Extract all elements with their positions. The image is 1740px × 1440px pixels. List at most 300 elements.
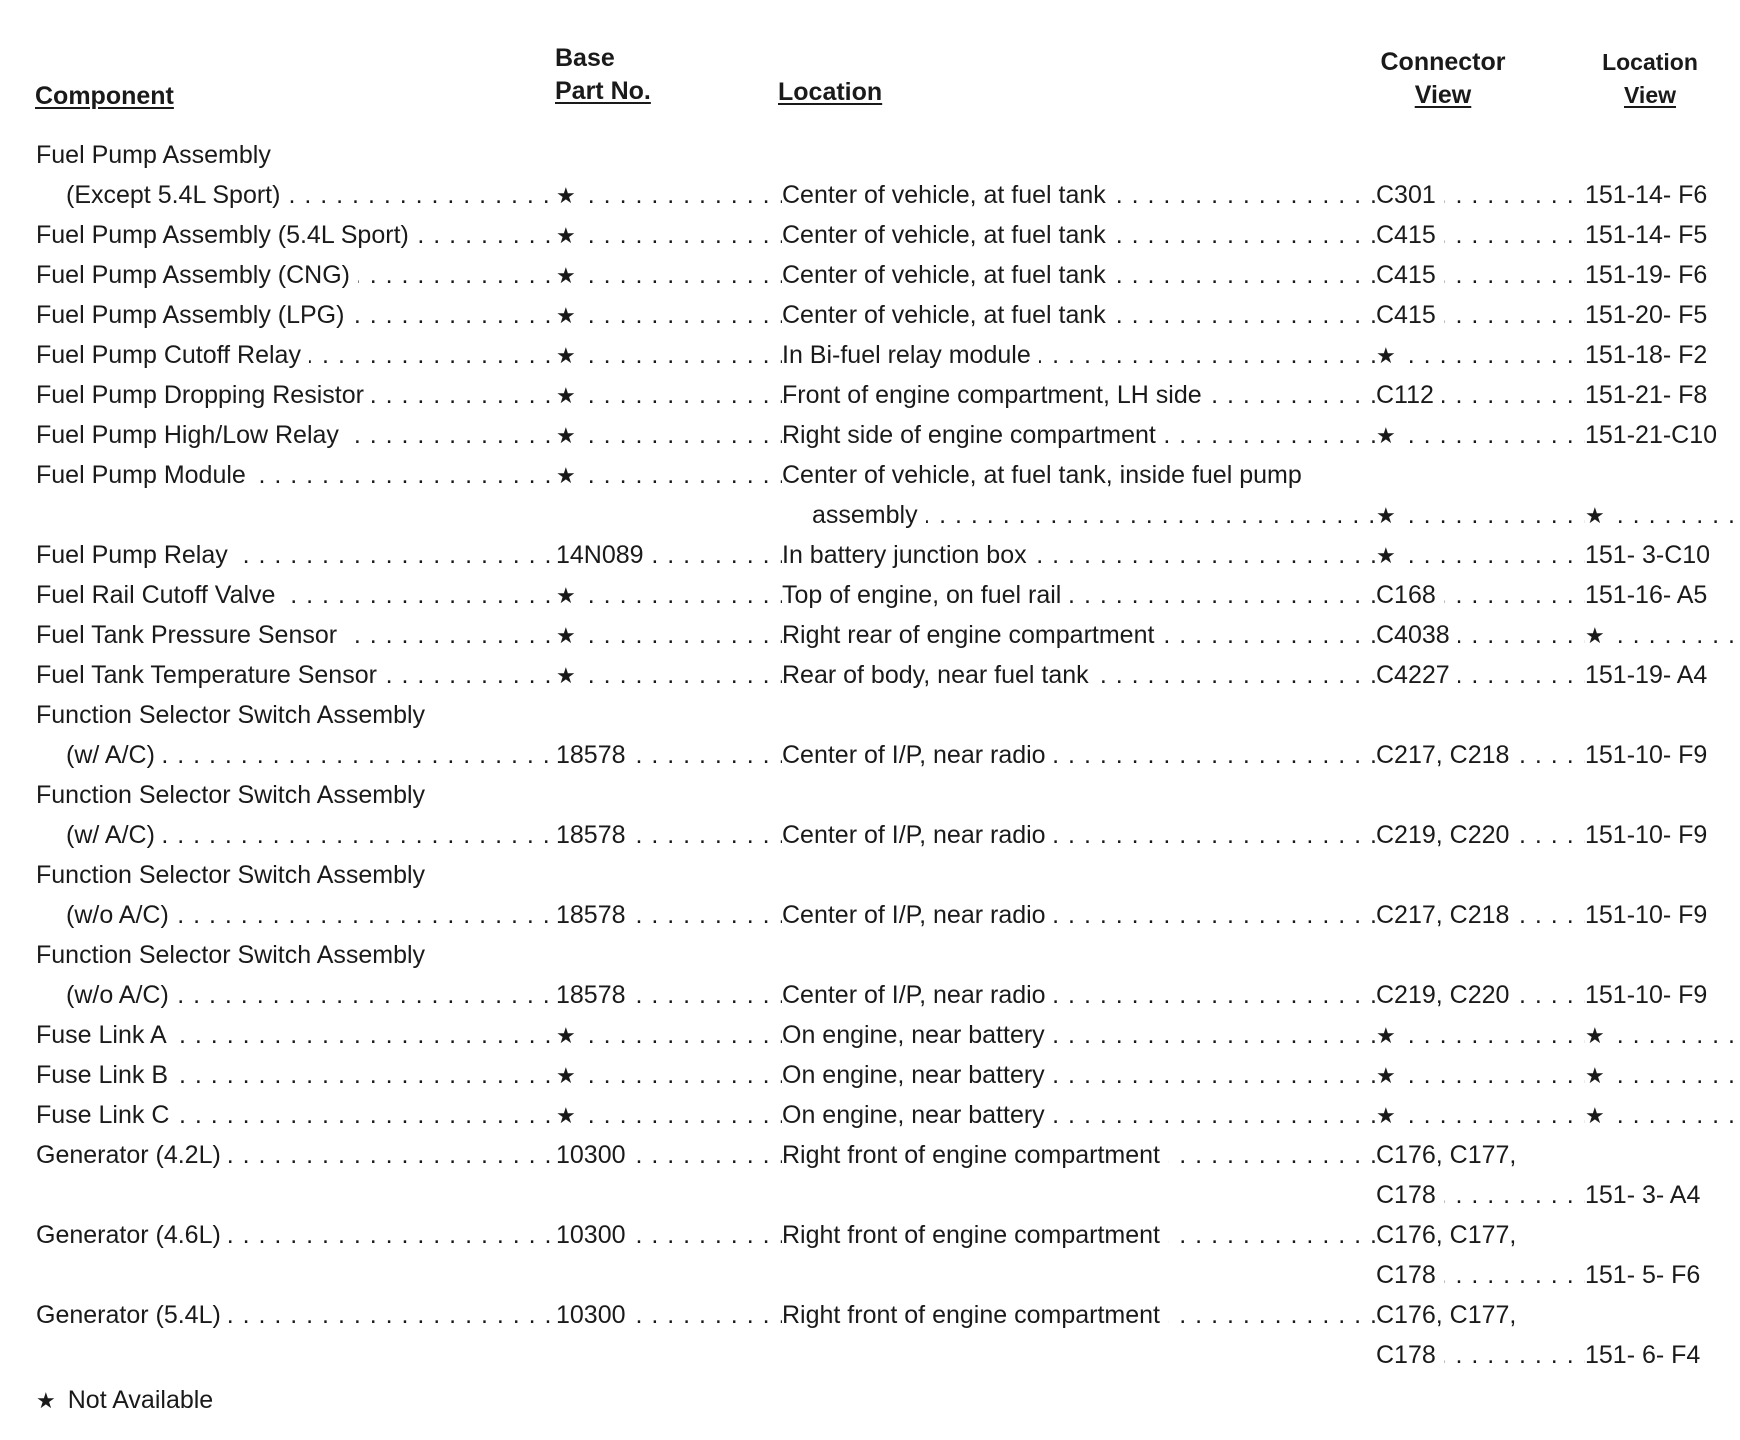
connector-view-cell	[1376, 775, 1586, 815]
header-connector-view	[1372, 46, 1514, 112]
component-cell-text: Fuel Pump High/Low Relay	[36, 421, 347, 449]
location-cell-text	[782, 1181, 790, 1209]
location-cell-text: Right front of engine compartment	[782, 1301, 1168, 1329]
part-number-cell-text	[556, 501, 564, 529]
part-number-cell-text	[556, 1181, 564, 1209]
location-cell-text: Right front of engine compartment	[782, 1221, 1168, 1249]
table-row	[0, 935, 1740, 975]
part-number-cell	[556, 1255, 776, 1295]
connector-view-cell	[1376, 855, 1586, 895]
component-cell-text: Fuel Pump Assembly (CNG)	[36, 261, 358, 289]
location-cell	[782, 1095, 1380, 1135]
part-number-cell-text: ★	[556, 383, 584, 408]
component-cell-text: (Except 5.4L Sport)	[66, 181, 288, 209]
location-cell	[782, 1215, 1380, 1255]
component-cell-text	[36, 501, 44, 529]
part-number-cell	[556, 1295, 784, 1335]
location-cell-text: Front of engine compartment, LH side	[782, 381, 1210, 409]
location-cell	[782, 1335, 1372, 1375]
component-cell	[36, 1255, 544, 1295]
location-view-cell	[1585, 935, 1733, 975]
location-view-cell-text: 151-10- F9	[1585, 901, 1708, 929]
location-view-cell	[1585, 1095, 1733, 1135]
location-cell	[782, 1175, 1372, 1215]
location-view-cell-text: ★	[1585, 623, 1613, 648]
connector-view-cell	[1376, 175, 1594, 215]
table-row	[0, 1135, 1740, 1175]
connector-view-cell-text: C178	[1376, 1341, 1444, 1369]
part-number-cell-text: 18578	[556, 821, 634, 849]
component-cell	[36, 935, 544, 975]
component-cell	[36, 1055, 552, 1095]
table-row	[0, 775, 1740, 815]
location-cell	[782, 655, 1380, 695]
connector-view-cell-text	[1376, 861, 1384, 889]
component-cell-text: (w/ A/C)	[66, 741, 163, 769]
connector-view-cell	[1376, 375, 1594, 415]
connector-view-cell-text: C415	[1376, 301, 1444, 329]
location-cell-text	[782, 781, 790, 809]
component-cell	[36, 1015, 552, 1055]
part-number-cell-text: 10300	[556, 1221, 634, 1249]
table-row	[0, 895, 1740, 935]
location-view-cell	[1585, 335, 1733, 375]
header-locview-line2: View	[1624, 82, 1676, 108]
connector-view-cell-text: ★	[1376, 423, 1404, 448]
part-number-cell-text	[556, 941, 564, 969]
connector-view-cell-text: C112	[1376, 381, 1442, 409]
component-cell-text: Fuse Link C	[36, 1101, 177, 1129]
table-row	[0, 615, 1740, 655]
table-row	[0, 535, 1740, 575]
component-cell-text: (w/o A/C)	[66, 901, 177, 929]
component-cell	[36, 455, 552, 495]
connector-view-cell-text: ★	[1376, 1063, 1404, 1088]
part-number-cell	[556, 655, 784, 695]
component-cell-text: Fuel Pump Cutoff Relay	[36, 341, 309, 369]
connector-view-cell	[1376, 655, 1594, 695]
location-view-cell	[1585, 495, 1733, 535]
table-row	[0, 495, 1740, 535]
location-view-cell	[1585, 575, 1733, 615]
location-cell-text: On engine, near battery	[782, 1101, 1053, 1129]
part-number-cell-text: ★	[556, 463, 584, 488]
part-number-cell	[556, 135, 776, 175]
location-cell-text: Right rear of engine compartment	[782, 621, 1162, 649]
component-cell	[36, 775, 544, 815]
location-view-cell-text: 151-10- F9	[1585, 741, 1708, 769]
part-number-cell	[556, 615, 784, 655]
connector-view-cell	[1376, 1175, 1594, 1215]
location-cell	[782, 1295, 1380, 1335]
component-cell-text: Function Selector Switch Assembly	[36, 941, 433, 969]
location-cell-text: Center of I/P, near radio	[782, 981, 1054, 1009]
table-row	[0, 135, 1740, 175]
location-view-cell-text: 151-14- F6	[1585, 181, 1708, 209]
location-view-cell-text: 151-19- F6	[1585, 261, 1708, 289]
location-view-cell	[1585, 1135, 1733, 1175]
connector-view-cell	[1376, 735, 1594, 775]
connector-view-cell-text	[1376, 461, 1384, 489]
part-number-cell	[556, 255, 784, 295]
location-cell-text	[782, 941, 790, 969]
table-row	[0, 695, 1740, 735]
location-view-cell-text: 151-10- F9	[1585, 981, 1708, 1009]
part-number-cell	[556, 575, 784, 615]
table-row	[0, 455, 1740, 495]
table-row	[0, 855, 1740, 895]
connector-view-cell	[1376, 1015, 1594, 1055]
star-icon: ★	[36, 1388, 56, 1413]
component-cell-text: Fuel Pump Relay	[36, 541, 236, 569]
table-row	[0, 1095, 1740, 1135]
part-number-cell	[556, 815, 784, 855]
table-row	[0, 735, 1740, 775]
location-view-cell-text: 151- 3-C10	[1585, 541, 1711, 569]
connector-view-cell-text: C178	[1376, 1181, 1444, 1209]
part-number-cell	[556, 975, 784, 1015]
table-row	[0, 1015, 1740, 1055]
connector-view-cell-text: C219, C220	[1376, 821, 1517, 849]
part-number-cell	[556, 175, 784, 215]
connector-view-cell-text: C415	[1376, 261, 1444, 289]
part-number-cell-text: ★	[556, 183, 584, 208]
component-cell	[36, 1135, 552, 1175]
connector-view-cell-text: C217, C218	[1376, 901, 1517, 929]
part-number-cell	[556, 775, 776, 815]
location-view-cell	[1585, 255, 1733, 295]
location-view-cell-text: 151- 6- F4	[1585, 1341, 1701, 1369]
part-number-cell-text	[556, 1261, 564, 1289]
location-cell	[782, 935, 1372, 975]
component-cell	[66, 815, 552, 855]
location-view-cell	[1585, 535, 1733, 575]
part-number-cell-text: ★	[556, 303, 584, 328]
table-row	[0, 1215, 1740, 1255]
component-cell	[36, 375, 552, 415]
location-cell	[782, 1255, 1372, 1295]
location-view-cell-text: ★	[1585, 1063, 1613, 1088]
location-cell-text: Center of I/P, near radio	[782, 901, 1054, 929]
location-cell	[782, 615, 1380, 655]
location-view-cell-text: 151- 3- A4	[1585, 1181, 1701, 1209]
location-cell	[782, 975, 1380, 1015]
part-number-cell	[556, 535, 784, 575]
location-cell-text: Center of I/P, near radio	[782, 821, 1054, 849]
location-view-cell	[1585, 895, 1733, 935]
connector-view-cell-text: C176, C177,	[1376, 1141, 1524, 1169]
part-number-cell-text: ★	[556, 223, 584, 248]
parts-table	[0, 135, 1740, 1375]
connector-view-cell	[1376, 335, 1594, 375]
connector-view-cell-text: C4227	[1376, 661, 1458, 689]
location-cell	[782, 1015, 1380, 1055]
component-cell-text: Generator (4.2L)	[36, 1141, 229, 1169]
footnote-text: Not Available	[67, 1386, 214, 1414]
part-number-cell	[556, 1215, 784, 1255]
part-number-cell	[556, 1135, 784, 1175]
part-number-cell-text	[556, 1341, 564, 1369]
component-cell	[36, 1295, 552, 1335]
location-view-cell	[1585, 215, 1733, 255]
connector-view-cell	[1376, 1135, 1586, 1175]
connector-view-cell-text: C178	[1376, 1261, 1444, 1289]
component-cell-text	[36, 1181, 44, 1209]
location-cell-text	[782, 1341, 790, 1369]
location-view-cell	[1585, 1175, 1733, 1215]
table-row	[0, 375, 1740, 415]
location-cell	[782, 455, 1372, 495]
component-cell-text: Fuel Rail Cutoff Valve	[36, 581, 283, 609]
connector-view-cell	[1376, 215, 1594, 255]
component-cell	[36, 695, 544, 735]
location-cell	[782, 295, 1380, 335]
location-cell	[782, 735, 1380, 775]
location-view-cell-text: 151-21-C10	[1585, 421, 1718, 449]
connector-view-cell	[1376, 935, 1586, 975]
connector-view-cell-text: ★	[1376, 543, 1404, 568]
part-number-cell	[556, 935, 776, 975]
location-cell-text: Rear of body, near fuel tank	[782, 661, 1097, 689]
connector-view-cell-text	[1376, 781, 1384, 809]
part-number-cell-text	[556, 781, 564, 809]
part-number-cell-text: ★	[556, 1063, 584, 1088]
connector-view-cell-text: C176, C177,	[1376, 1301, 1524, 1329]
location-cell-text	[782, 1261, 790, 1289]
part-number-cell-text: ★	[556, 663, 584, 688]
component-cell	[36, 855, 544, 895]
table-row	[0, 175, 1740, 215]
location-view-cell	[1585, 375, 1733, 415]
location-view-cell	[1585, 975, 1733, 1015]
component-cell	[36, 415, 552, 455]
component-cell-text: Generator (4.6L)	[36, 1221, 229, 1249]
table-row	[0, 415, 1740, 455]
location-cell	[782, 1135, 1380, 1175]
connector-view-cell	[1376, 1295, 1586, 1335]
connector-view-cell	[1376, 695, 1586, 735]
table-row	[0, 215, 1740, 255]
location-view-cell-text: 151-14- F5	[1585, 221, 1708, 249]
connector-view-cell-text: C217, C218	[1376, 741, 1517, 769]
location-cell-text: Center of vehicle, at fuel tank	[782, 181, 1114, 209]
part-number-cell-text: ★	[556, 583, 584, 608]
component-cell	[36, 1095, 552, 1135]
location-view-cell-text: 151-16- A5	[1585, 581, 1708, 609]
location-view-cell-text: 151-10- F9	[1585, 821, 1708, 849]
component-cell	[36, 295, 552, 335]
part-number-cell	[556, 415, 784, 455]
connector-view-cell	[1376, 1055, 1594, 1095]
component-cell-text: Fuse Link B	[36, 1061, 176, 1089]
component-cell-text: Fuel Pump Assembly (LPG)	[36, 301, 352, 329]
location-view-cell	[1585, 1215, 1733, 1255]
component-cell	[36, 135, 544, 175]
component-cell	[36, 495, 544, 535]
connector-view-cell	[1376, 615, 1594, 655]
location-view-cell	[1585, 775, 1733, 815]
location-view-cell-text: 151-18- F2	[1585, 341, 1708, 369]
connector-view-cell	[1376, 975, 1594, 1015]
location-cell	[782, 375, 1380, 415]
part-number-cell-text: 18578	[556, 981, 634, 1009]
location-cell-text: Center of vehicle, at fuel tank	[782, 261, 1114, 289]
header-connector-line1: Connector	[1380, 48, 1506, 76]
header-base-part-no	[555, 42, 651, 108]
connector-view-cell	[1376, 895, 1594, 935]
component-cell	[36, 615, 552, 655]
connector-view-cell-text: C4038	[1376, 621, 1458, 649]
connector-view-cell	[1376, 1255, 1594, 1295]
part-number-cell	[556, 1175, 776, 1215]
part-number-cell-text: 14N089	[556, 541, 652, 569]
part-number-cell-text: ★	[556, 423, 584, 448]
location-cell-text	[782, 701, 790, 729]
table-row	[0, 335, 1740, 375]
location-view-cell	[1585, 655, 1733, 695]
table-row	[0, 255, 1740, 295]
location-view-cell-text: ★	[1585, 1103, 1613, 1128]
location-cell-text: Center of vehicle, at fuel tank, inside fuel pump	[782, 461, 1310, 489]
component-cell-text: Fuel Pump Module	[36, 461, 254, 489]
part-number-cell-text: 18578	[556, 741, 634, 769]
component-cell	[36, 215, 552, 255]
location-view-cell-text: 151- 5- F6	[1585, 1261, 1701, 1289]
location-cell	[782, 255, 1380, 295]
location-cell-text: Top of engine, on fuel rail	[782, 581, 1069, 609]
table-row	[0, 815, 1740, 855]
location-view-cell-text: 151-19- A4	[1585, 661, 1708, 689]
part-number-cell	[556, 295, 784, 335]
component-cell	[36, 1215, 552, 1255]
connector-view-cell-text: C219, C220	[1376, 981, 1517, 1009]
component-cell-text: Fuel Tank Temperature Sensor	[36, 661, 385, 689]
component-cell-text: Generator (5.4L)	[36, 1301, 229, 1329]
connector-view-cell	[1376, 535, 1594, 575]
location-view-cell	[1585, 1295, 1733, 1335]
location-cell-text: In battery junction box	[782, 541, 1035, 569]
component-cell-text: Function Selector Switch Assembly	[36, 861, 433, 889]
component-cell-text: Function Selector Switch Assembly	[36, 781, 433, 809]
location-cell-text: On engine, near battery	[782, 1021, 1053, 1049]
connector-view-cell	[1376, 135, 1586, 175]
location-view-cell	[1585, 1335, 1733, 1375]
component-cell-text: (w/o A/C)	[66, 981, 177, 1009]
component-cell-text: Function Selector Switch Assembly	[36, 701, 433, 729]
table-row	[0, 295, 1740, 335]
part-number-cell	[556, 695, 776, 735]
location-view-cell	[1585, 1255, 1733, 1295]
connector-view-cell	[1376, 815, 1594, 855]
connector-view-cell	[1376, 1215, 1586, 1255]
location-cell	[782, 815, 1380, 855]
location-view-cell	[1585, 1055, 1733, 1095]
location-cell	[782, 695, 1372, 735]
header-locview-line1: Location	[1602, 49, 1698, 75]
connector-view-cell-text	[1376, 141, 1384, 169]
connector-view-cell-text: ★	[1376, 1103, 1404, 1128]
component-cell	[66, 895, 552, 935]
location-cell-text: In Bi-fuel relay module	[782, 341, 1039, 369]
location-view-cell	[1585, 855, 1733, 895]
header-location-view	[1595, 46, 1705, 112]
location-cell-text: Right front of engine compartment	[782, 1141, 1168, 1169]
component-cell	[66, 735, 552, 775]
connector-view-cell	[1376, 255, 1594, 295]
location-cell-text: On engine, near battery	[782, 1061, 1053, 1089]
part-number-cell-text	[556, 141, 564, 169]
location-cell-text: Center of vehicle, at fuel tank	[782, 221, 1114, 249]
component-cell	[36, 655, 552, 695]
location-cell	[782, 1055, 1380, 1095]
part-number-cell	[556, 1055, 784, 1095]
location-cell-text: Center of vehicle, at fuel tank	[782, 301, 1114, 329]
location-view-cell-text: ★	[1585, 503, 1613, 528]
location-cell	[782, 215, 1380, 255]
component-cell-text: Fuel Pump Assembly	[36, 141, 279, 169]
component-cell	[36, 335, 552, 375]
connector-view-cell-text: ★	[1376, 1023, 1404, 1048]
connector-view-cell	[1376, 1095, 1594, 1135]
table-row	[0, 1055, 1740, 1095]
connector-view-cell-text: C301	[1376, 181, 1444, 209]
connector-view-cell-text	[1376, 941, 1384, 969]
part-number-cell	[556, 1015, 784, 1055]
location-view-cell	[1585, 415, 1733, 455]
location-cell-text	[782, 141, 790, 169]
location-cell	[782, 855, 1372, 895]
location-cell-text: assembly	[812, 501, 926, 529]
location-view-cell-text: ★	[1585, 1023, 1613, 1048]
component-cell-text	[36, 1261, 44, 1289]
part-number-cell	[556, 1335, 776, 1375]
connector-view-cell	[1376, 495, 1594, 535]
connector-view-cell	[1376, 455, 1586, 495]
part-number-cell-text	[556, 861, 564, 889]
location-view-cell	[1585, 695, 1733, 735]
part-number-cell	[556, 335, 784, 375]
connector-view-cell-text: C415	[1376, 221, 1444, 249]
location-cell-text: Center of I/P, near radio	[782, 741, 1054, 769]
location-view-cell	[1585, 1015, 1733, 1055]
part-number-cell-text: ★	[556, 343, 584, 368]
part-number-cell-text	[556, 701, 564, 729]
header-location-label: Location	[778, 78, 883, 106]
location-cell	[782, 415, 1380, 455]
location-cell	[782, 575, 1380, 615]
component-cell-text: (w/ A/C)	[66, 821, 163, 849]
header-component	[35, 80, 174, 113]
table-row	[0, 1295, 1740, 1335]
component-cell	[36, 1335, 544, 1375]
header-part-line1: Base	[555, 44, 615, 72]
header-component-label: Component	[35, 82, 174, 110]
location-view-cell	[1585, 175, 1733, 215]
component-cell-text: Fuse Link A	[36, 1021, 175, 1049]
component-cell-text	[36, 1341, 44, 1369]
component-cell-text: Fuel Pump Dropping Resistor	[36, 381, 372, 409]
header-connector-line2: View	[1414, 81, 1472, 109]
location-cell	[782, 775, 1372, 815]
component-cell	[36, 575, 552, 615]
component-cell	[66, 975, 552, 1015]
part-number-cell	[556, 375, 784, 415]
component-cell	[36, 255, 552, 295]
location-cell-text: Right side of engine compartment	[782, 421, 1164, 449]
part-number-cell-text: ★	[556, 623, 584, 648]
location-view-cell-text: 151-21- F8	[1585, 381, 1708, 409]
part-number-cell	[556, 855, 776, 895]
